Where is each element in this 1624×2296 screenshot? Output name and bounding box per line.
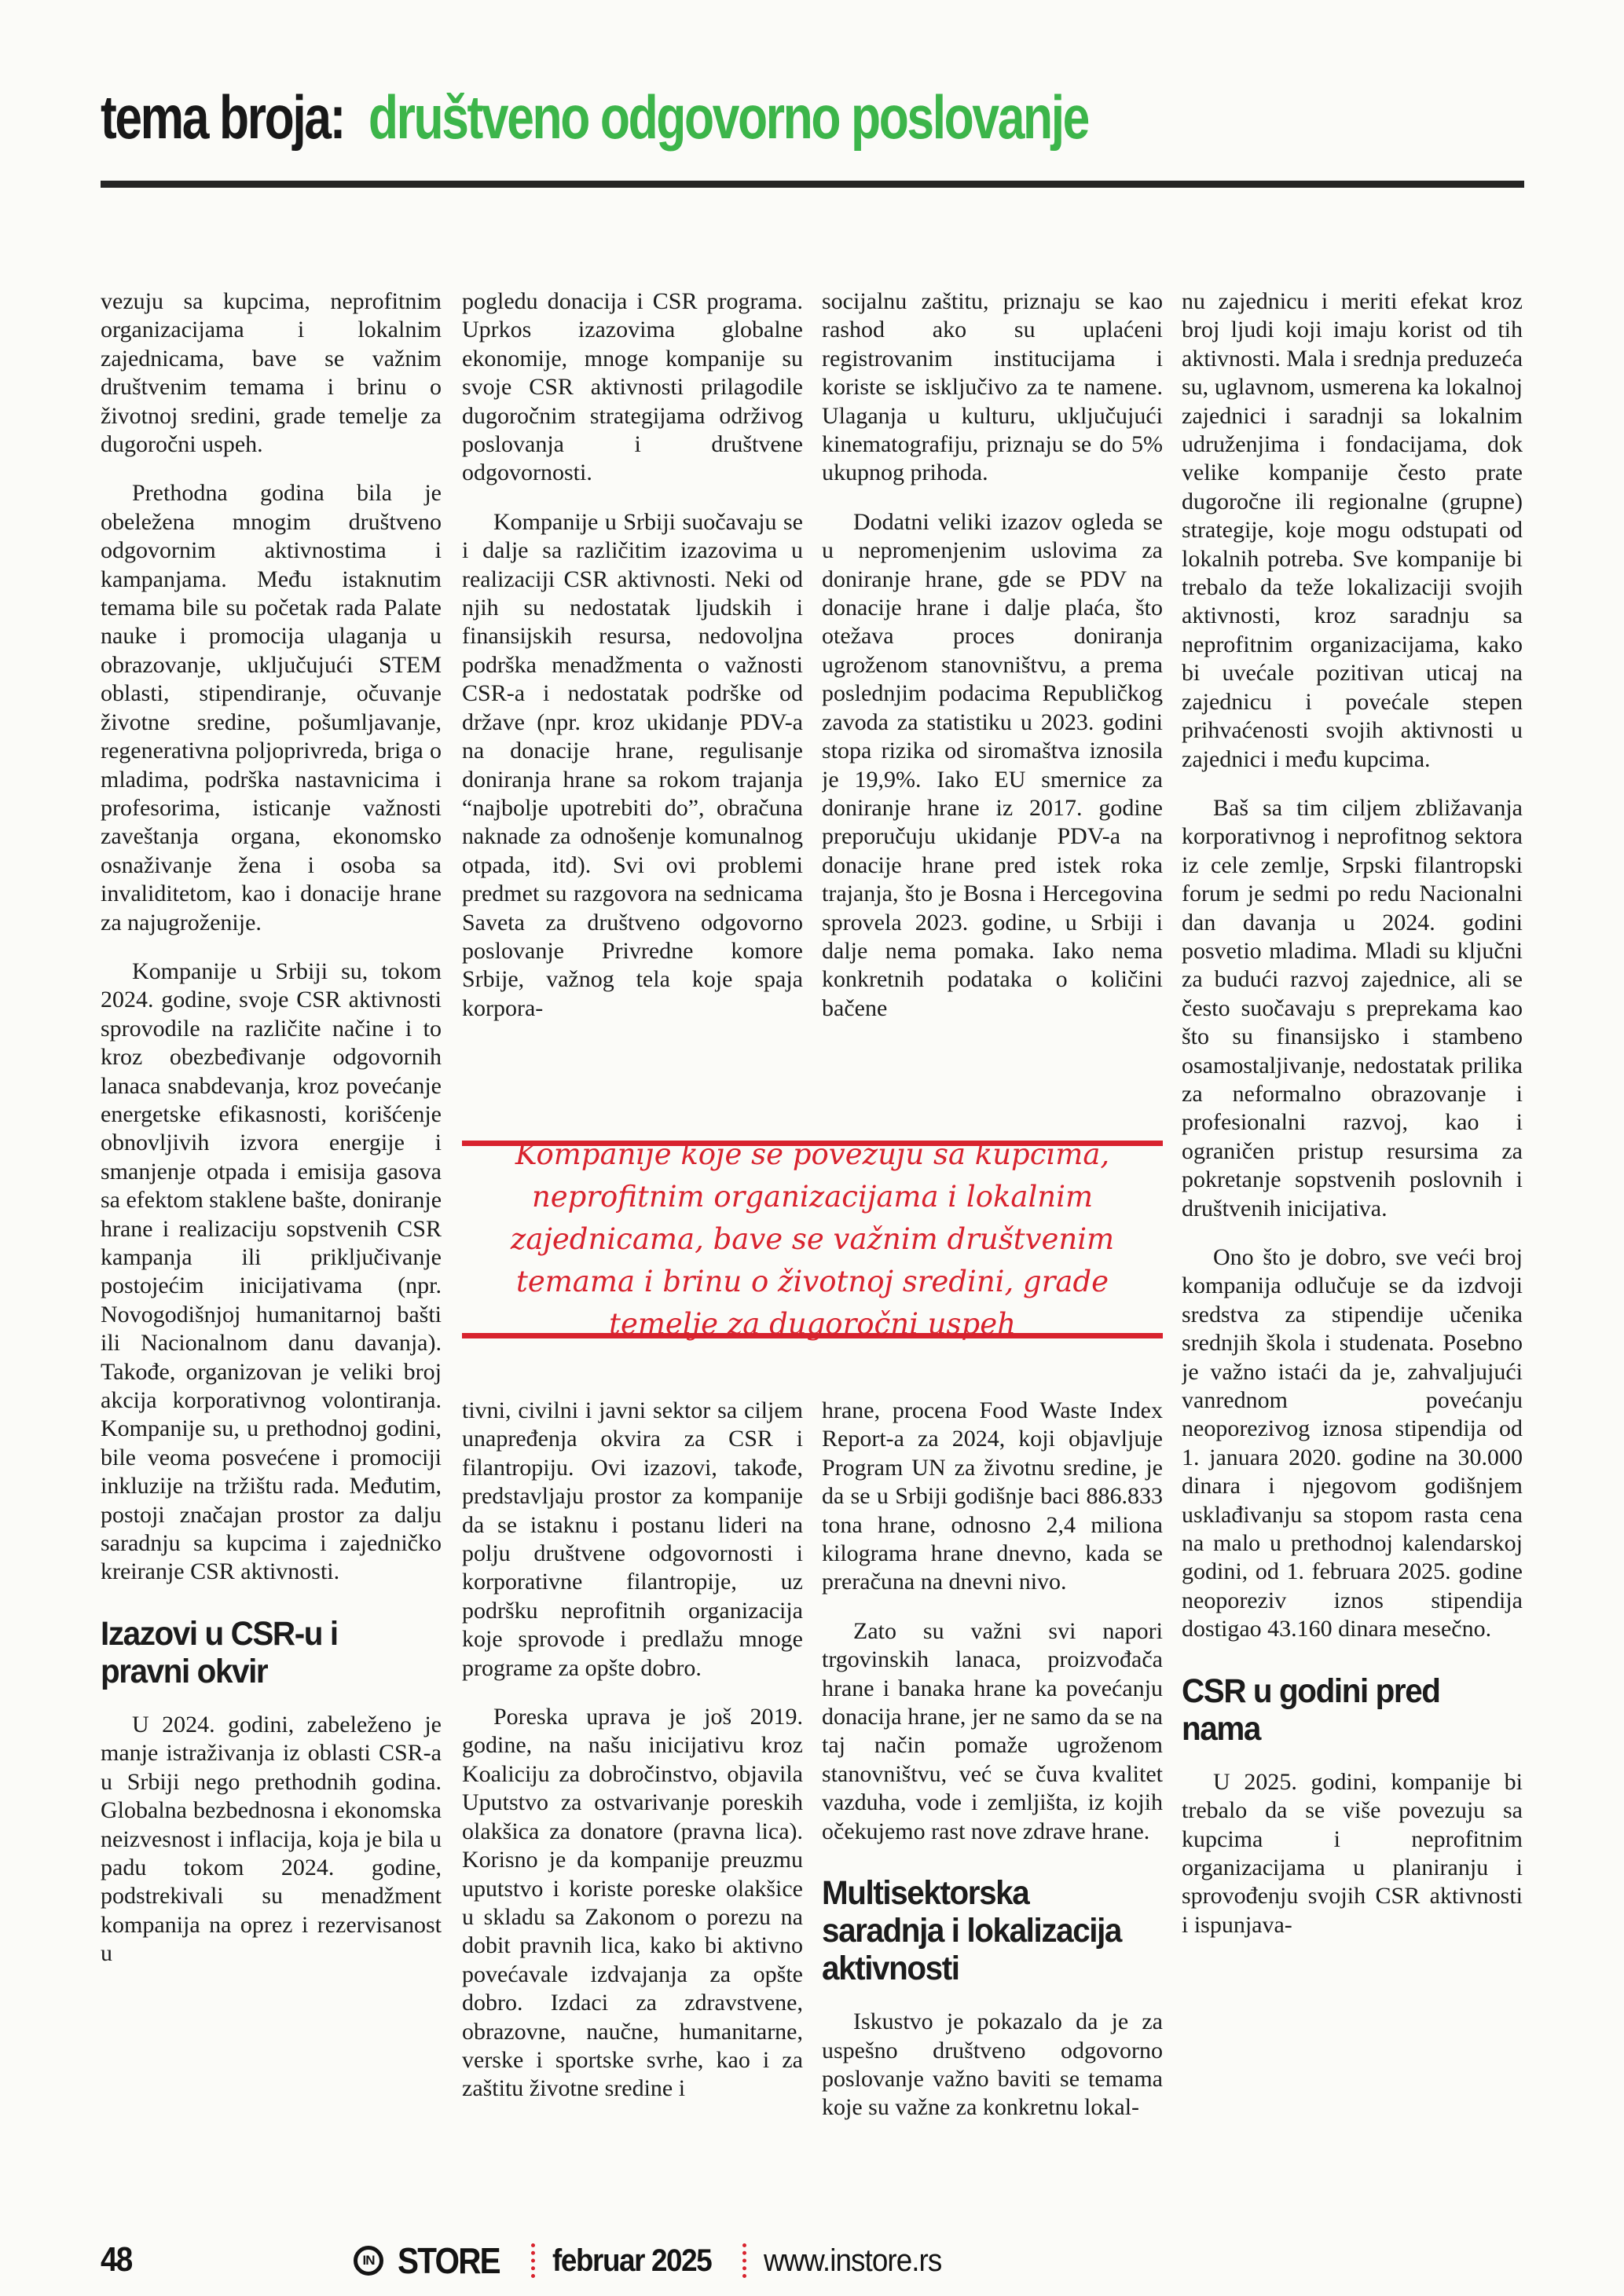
heading-line: CSR u godini pred [1182, 1672, 1440, 1710]
red-dotted-separator [742, 2243, 746, 2278]
footer-logo-cluster [354, 2236, 957, 2286]
section-heading-multisektorska [822, 1874, 1142, 1987]
heading-line: pravni okvir [101, 1652, 268, 1690]
header-title: društveno odgovorno poslovanje [368, 82, 1088, 152]
website-url: www.instore.rs [763, 2243, 941, 2278]
column-3-upper [822, 287, 1163, 1141]
issue-date: februar 2025 [552, 2243, 711, 2278]
column-4 [1182, 287, 1523, 2217]
paragraph: pogledu donacija i CSR programa. Uprkos izazovima globalne ekonomije, mnoge kompanije su svoje CSR aktivnosti prilagodile dugoročnim strategijama održivog poslovanja i društvene odgovornosti. [462, 288, 803, 486]
column-2-upper [462, 287, 803, 1141]
page-header [101, 82, 1088, 153]
paragraph: U 2025. godini, kompanije bi trebalo da se više povezuju sa kupcima i neprofitnim organizacijama u planiranju i sprovođenju svojih CSR aktivnosti i ispunjava- [1182, 1768, 1523, 1938]
header-rule [101, 181, 1524, 188]
instore-circle-logo-icon: IN [354, 2246, 383, 2276]
column-2-lower [462, 1397, 803, 2217]
page-footer [101, 2236, 1524, 2286]
heading-line: aktivnosti [822, 1950, 959, 1988]
paragraph: vezuju sa kupcima, neprofitnim organizacijama i lokalnim zajednicama, bave se važnim društvenim temama i brinu o životnoj sredini, grade temelje za dugoročni uspeh. [101, 288, 442, 458]
section-heading-csr-u-godini [1182, 1672, 1502, 1748]
paragraph: tivni, civilni i javni sektor sa ciljem unapređenja okvira za CSR i filantropiju. Ovi izazovi, takođe, predstavljaju prostor za kompanije da se istaknu i postanu lideri na polju društvene odgovornosti i korporativne filantropije, uz podršku neprofitnih organizacija koje sprovode i predlažu mnoge programe za opšte dobro. [462, 1397, 803, 1681]
paragraph: Iskustvo je pokazalo da je za uspešno društveno odgovorno poslovanje važno baviti se temama koje su važne za konkretnu lokal- [822, 2009, 1163, 2121]
paragraph: U 2024. godini, zabeleženo je manje istraživanja iz oblasti CSR-a u Srbiji nego prethodnih godina. Globalna bezbednosna i ekonomska neizvesnost i inflacija, koja je bila u padu tokom 2024. godine, podstrekivali su menadžment kompanija na oprez i rezervisanost u [101, 1711, 442, 1967]
heading-line: Izazovi u CSR-u i [101, 1614, 338, 1653]
paragraph: hrane, procena Food Waste Index Report-a za 2024, koji objavljuje Program UN za životnu sredine, je da se u Srbiji godišnje baci 886.833 tona hrane, odnosno 2,4 miliona kilograma hrane dnevno, kada se preračuna na dnevni nivo. [822, 1397, 1163, 1595]
paragraph: nu zajednicu i meriti efekat kroz broj ljudi koji imaju korist od tih aktivnosti. Mala i srednja preduzeća su, uglavnom, usmerena ka lokalnoj zajednici i saradnji sa lokalnim udruženjima i fondacijama, dok velike kompanije često prate dugoročne ili regionalne (grupne) strategije, koje mogu odstupati od lokalnih potreba. Sve kompanije bi trebalo da teže lokalizaciji svojih aktivnosti, kroz saradnju sa neprofitnim organizacijama, kako bi uvećale pozitivan uticaj na zajednicu i povećale stepen prihvaćenosti svojih aktivnosti u zajednici i među kupcima. [1182, 288, 1523, 772]
paragraph: Ono što je dobro, sve veći broj kompanija odlučuje se da izdvoji sredstva za stipendije učenika srednjih škola i studenata. Posebno je važno istaći da je, zahvaljujući vanrednom povećanju neoporezivog iznosa stipendija od 1. januara 2020. godine na 30.000 dinara i njegovom godišnjem usklađivanju sa stopom rasta cena na malo u prethodnoj kalendarskoj godini, od 1. februara 2025. godine neoporeziv iznos stipendija dostigao 43.160 dinara mesečno. [1182, 1244, 1523, 1642]
paragraph: Dodatni veliki izazov ogleda se u nepromenjenim uslovima za doniranje hrane, gde se PDV na donacije hrane i dalje plaća, što otežava proces doniranja ugroženom stanovništvu, a prema poslednjim podacima Republičkog zavoda za statistiku u 2023. godini stopa rizika od siromaštva iznosila je 19,9%. Iako EU smernice za doniranje hrane iz 2017. godine preporučuju ukidanje PDV-a na donacije hrane pred istek roka trajanja, što je Bosna i Hercegovina sprovela 2023. godine, u Srbiji i dalje nema pomaka. Iako nema konkretnih podataka o količini bačene [822, 508, 1163, 1021]
paragraph: Kompanije u Srbiji su, tokom 2024. godine, svoje CSR aktivnosti sprovodile na različite načine i to kroz obezbeđivanje odgovornih lanaca snabdevanja, kroz povećanje energetske efikasnosti, korišćenje obnovljivih izvora energije i smanjenje otpada i emisija gasova sa efektom staklene bašte, doniranje hrane i realizaciju sopstvenih CSR kampanja ili priključivanje postojećim inicijativama (npr. Novogodišnjoj humanitarnoj bašti ili Nacionalnom danu davanja). Takođe, organizovan je veliki broj akcija korporativnog volontiranja. Kompanije su, u prethodnoj godini, bile veoma posvećene i promociji inkluzije na tržištu rada. Međutim, postoji značajan prostor za dalju saradnju sa kupcima i zajedničko kreiranje CSR aktivnosti. [101, 958, 442, 1585]
paragraph: Kompanije u Srbiji suočavaju se i dalje sa različitim izazovima u realizaciji CSR aktivnosti. Neki od njih su nedostatak ljudskih i finansijskih resursa, nedovoljna podrška menadžmenta o važnosti CSR-a i nedostatak podrške od države (npr. kroz ukidanje PDV-a na donacije hrane, regulisanje doniranja hrane sa rokom trajanja “najbolje upotrebiti do”, obračuna naknade za odnošenje komunalnog otpada, itd). Svi ovi problemi predmet su razgovora na sednicama Saveta za društveno odgovorno poslovanje Privredne komore Srbije, važnog tela koje spaja korpora- [462, 508, 803, 1021]
paragraph: Baš sa tim ciljem zbližavanja korporativnog i neprofitnog sektora iz cele zemlje, Srpski filantropski forum je sedmi po redu Nacionalni dan davanja u 2024. godini posvetio mladima. Mladi su ključni za budući razvoj zajednice, ali se često suočavaju s preprekama kao što su finansijsko i stambeno osamostaljivanje, nedostatak prilika za neformalno obrazovanje i profesionalni razvoj, kao i ograničen pristup resursima za pokretanje sopstvenih poslovnih i društvenih inicijativa. [1182, 794, 1523, 1221]
heading-line: nama [1182, 1709, 1260, 1748]
page-number: 48 [101, 2240, 132, 2279]
column-3-lower [822, 1397, 1163, 2217]
header-kicker: tema broja: [101, 82, 344, 152]
paragraph: socijalnu zaštitu, priznaju se kao rashod ako su uplaćeni registrovanim institucijama i koriste se isključivo za te namene. Ulaganja u kulturu, uključujući kinematografiju, priznaju se do 5% ukupnog prihoda. [822, 288, 1163, 486]
heading-line: saradnja i lokalizacija [822, 1912, 1121, 1950]
red-dotted-separator [531, 2243, 535, 2278]
store-logo-text: STORE [398, 2240, 500, 2281]
column-1 [101, 287, 442, 2217]
paragraph: Poreska uprava je još 2019. godine, na našu inicijativu kroz Koaliciju za dobročinstvo, objavila Uputstvo za ostvarivanje poreskih olakšica za donatore (pravna lica). Korisno je da kompanije preuzmu uputstvo i koriste poreske olakšice u skladu sa Zakonom o porezu na dobit pravnih lica, kako bi aktivno povećavale izdvajanja za opšte dobro. Izdaci za zdravstvene, obrazovne, naučne, humanitarne, verske i sportske svrhe, kao i za zaštitu životne sredine i [462, 1704, 803, 2102]
paragraph: Prethodna godina bila je obeležena mnogim društveno odgovornim aktivnostima i kampanjama. Među istaknutim temama bile su početak rada Palate nauke i promocija ulaganja u obrazovanje, uključujući STEM oblasti, stipendiranje, očuvanje životne sredine, pošumljavanje, regenerativna poljoprivreda, briga o mladima, podrška nastavnicima i profesorima, isticanje važnosti zaveštanja organa, ekonomsko osnaživanje žena i osoba sa invaliditetom, kao i donacije hrane za najugroženije. [101, 480, 442, 936]
pull-quote-text: Kompanije koje se povezuju sa kupcima, neprofitnim organizacijama i lokalnim zajednicama, bave se važnim društvenim temama i brinu o životnoj sredini, grade temelje za dugoročni uspeh [510, 1137, 1115, 1341]
pull-quote-band [462, 1137, 1163, 1341]
section-heading-izazovi [101, 1615, 421, 1690]
heading-line: Multisektorska [822, 1874, 1029, 1913]
paragraph: Zato su važni svi napori trgovinskih lanaca, proizvođača hrane i banaka hrane ka povećanju donacija hrane, jer ne samo da se na taj način pomaže ugroženom stanovništvu, već se čuva kvalitet vazduha, vode i zemljišta, iz kojih očekujemo rast nove zdrave hrane. [822, 1617, 1163, 1844]
